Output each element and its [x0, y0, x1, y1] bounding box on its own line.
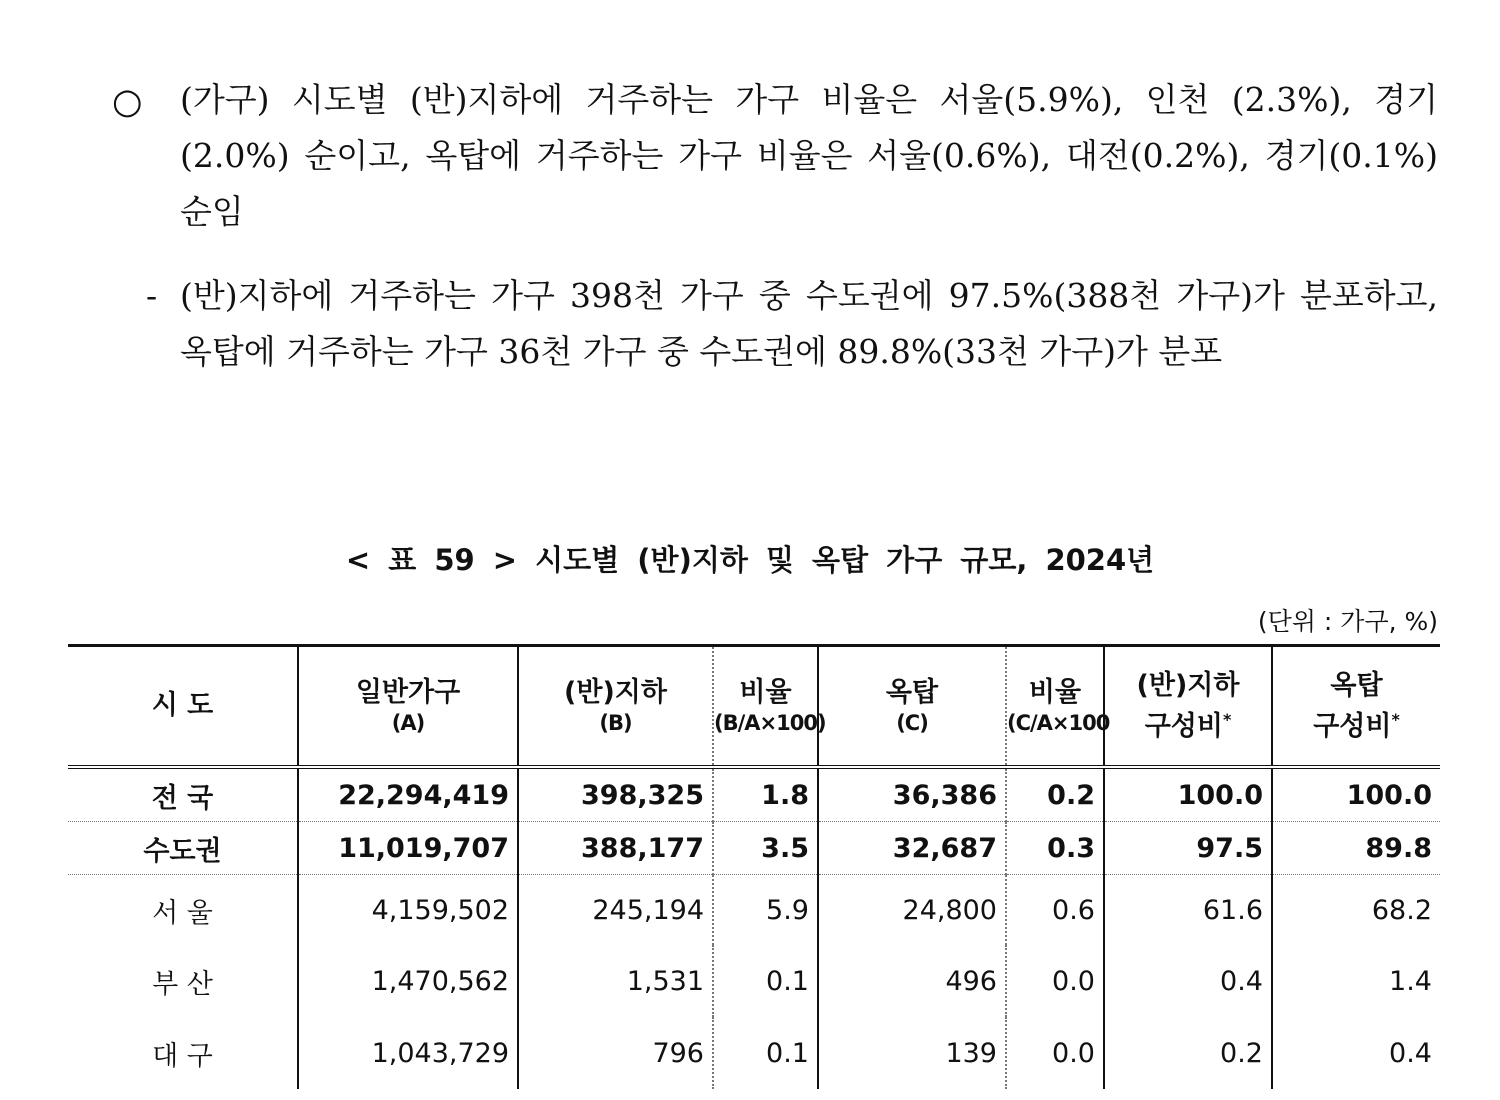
header-rooftop-share: 옥탑 구성비*: [1272, 646, 1440, 768]
cell-general: 1,470,562: [298, 945, 518, 1017]
cell-ratio-b: 3.5: [713, 822, 818, 875]
header-rooftop: 옥탑 (C): [818, 646, 1006, 768]
cell-general: 4,159,502: [298, 875, 518, 946]
table-row: [68, 875, 1440, 946]
cell-ratio-b: 5.9: [713, 875, 818, 946]
cell-general: 1,043,729: [298, 1017, 518, 1089]
paragraph-households-ratio: (가구) 시도별 (반)지하에 거주하는 가구 비율은 서울(5.9%), 인천 (2.3%), 경기(2.0%) 순이고, 옥탑에 거주하는 가구 비율은 서울(0.6%), 대전(0.2%), 경기(0.1%) 순임: [180, 80, 1438, 231]
table-row: [68, 767, 1440, 822]
table-row: [68, 1017, 1440, 1089]
cell-rooftop: 32,687: [818, 822, 1006, 875]
cell-ratio-c: 0.6: [1006, 875, 1104, 946]
cell-rooftop: 139: [818, 1017, 1006, 1089]
cell-rooftop-share: 68.2: [1272, 875, 1440, 946]
cell-basement: 388,177: [518, 822, 713, 875]
cell-ratio-c: 0.0: [1006, 945, 1104, 1017]
table-header-row: [68, 646, 1440, 768]
cell-basement-share: 97.5: [1104, 822, 1272, 875]
cell-basement-share: 61.6: [1104, 875, 1272, 946]
cell-ratio-b: 1.8: [713, 767, 818, 822]
cell-ratio-b: 0.1: [713, 945, 818, 1017]
row-region: 부 산: [152, 968, 213, 1000]
cell-ratio-c: 0.0: [1006, 1017, 1104, 1089]
cell-rooftop: 24,800: [818, 875, 1006, 946]
cell-rooftop-share: 100.0: [1272, 767, 1440, 822]
cell-basement: 398,325: [518, 767, 713, 822]
row-region: 대 구: [152, 1040, 213, 1072]
unit-note: (단위 : 가구, %): [1257, 607, 1438, 636]
header-general-households: 일반가구 (A): [298, 646, 518, 768]
dash-marker: -: [146, 276, 158, 315]
header-basement: (반)지하 (B): [518, 646, 713, 768]
table-row: [68, 945, 1440, 1017]
paragraph-capital-distribution: (반)지하에 거주하는 가구 398천 가구 중 수도권에 97.5%(388천 가구)가 분포하고, 옥탑에 거주하는 가구 36천 가구 중 수도권에 89.8%(33천 가구)가 분포: [180, 276, 1438, 371]
header-ratio-c: 비율 (C/A×100: [1006, 646, 1104, 768]
cell-basement-share: 100.0: [1104, 767, 1272, 822]
cell-rooftop-share: 0.4: [1272, 1017, 1440, 1089]
row-region: 서 울: [68, 875, 298, 946]
cell-basement: 1,531: [518, 945, 713, 1017]
cell-rooftop-share: 1.4: [1272, 945, 1440, 1017]
stats-table: [68, 644, 1440, 1089]
header-basement-share: (반)지하 구성비*: [1104, 646, 1272, 768]
cell-basement: 245,194: [518, 875, 713, 946]
cell-basement: 796: [518, 1017, 713, 1089]
cell-ratio-b: 0.1: [713, 1017, 818, 1089]
table-row: [68, 822, 1440, 875]
cell-ratio-c: 0.3: [1006, 822, 1104, 875]
cell-rooftop-share: 89.8: [1272, 822, 1440, 875]
cell-general: 11,019,707: [298, 822, 518, 875]
cell-ratio-c: 0.2: [1006, 767, 1104, 822]
cell-rooftop: 496: [818, 945, 1006, 1017]
cell-rooftop: 36,386: [818, 767, 1006, 822]
header-ratio-b: 비율 (B/A×100): [713, 646, 818, 768]
row-region: 수도권: [68, 822, 298, 875]
header-region: 시 도: [68, 646, 298, 768]
table-title: < 표 59 > 시도별 (반)지하 및 옥탑 가구 규모, 2024년: [345, 543, 1155, 577]
cell-general: 22,294,419: [298, 767, 518, 822]
cell-basement-share: 0.4: [1104, 945, 1272, 1017]
bullet-circle: ○: [112, 82, 143, 122]
row-region: 전 국: [68, 767, 298, 822]
cell-basement-share: 0.2: [1104, 1017, 1272, 1089]
